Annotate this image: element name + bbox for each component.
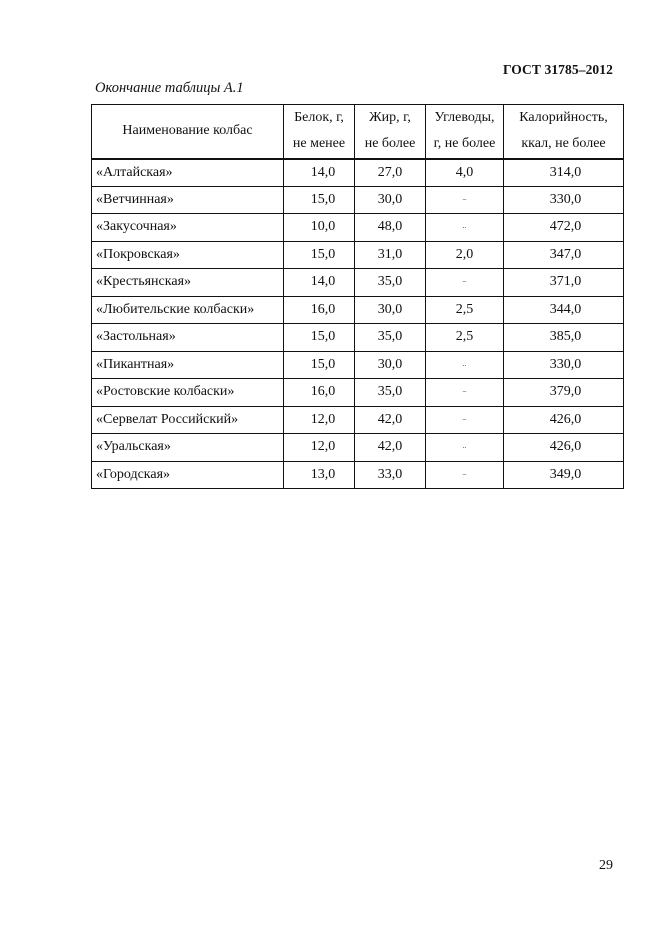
cell-fat: 42,0 (355, 434, 426, 462)
table-row (92, 324, 624, 352)
cell-calories: 426,0 (504, 406, 624, 434)
page-number: 29 (599, 858, 613, 873)
table-header-row (92, 105, 624, 159)
cell-name: «Алтайская» (92, 159, 284, 187)
table-row (92, 351, 624, 379)
cell-protein: 15,0 (284, 351, 355, 379)
cell-name: «Покровская» (92, 241, 284, 269)
cell-name: «Ветчинная» (92, 186, 284, 214)
sausage-nutrition-table (91, 104, 624, 489)
cell-name: «Крестьянская» (92, 269, 284, 297)
cell-fat: 35,0 (355, 269, 426, 297)
cell-fat: 42,0 (355, 406, 426, 434)
table-row (92, 379, 624, 407)
cell-carbs: .. (426, 214, 504, 242)
cell-carbs: 2,5 (426, 296, 504, 324)
header-protein-line2: не менее (292, 136, 346, 152)
cell-calories: 385,0 (504, 324, 624, 352)
cell-fat: 35,0 (355, 324, 426, 352)
cell-name: «Пикантная» (92, 351, 284, 379)
cell-fat: 30,0 (355, 186, 426, 214)
cell-name: «Любительские колбаски» (92, 296, 284, 324)
cell-fat: 35,0 (355, 379, 426, 407)
table-row (92, 434, 624, 462)
cell-name: «Городская» (92, 461, 284, 489)
header-carbs-line2: г, не более (433, 136, 496, 152)
cell-carbs: – (426, 269, 504, 297)
cell-calories: 330,0 (504, 351, 624, 379)
cell-calories: 330,0 (504, 186, 624, 214)
table-body (92, 159, 624, 489)
cell-carbs: 4,0 (426, 159, 504, 187)
table-row (92, 159, 624, 187)
document-code: ГОСТ 31785–2012 (502, 62, 613, 77)
table-row (92, 406, 624, 434)
cell-carbs: – (426, 379, 504, 407)
table-row (92, 186, 624, 214)
cell-fat: 48,0 (355, 214, 426, 242)
cell-calories: 379,0 (504, 379, 624, 407)
cell-carbs: – (426, 186, 504, 214)
cell-protein: 13,0 (284, 461, 355, 489)
cell-name: «Сервелат Российский» (92, 406, 284, 434)
header-name: Наименование колбас (92, 105, 284, 159)
cell-protein: 16,0 (284, 296, 355, 324)
cell-protein: 14,0 (284, 269, 355, 297)
cell-name: «Ростовские колбаски» (92, 379, 284, 407)
table-row (92, 296, 624, 324)
cell-protein: 15,0 (284, 324, 355, 352)
cell-fat: 33,0 (355, 461, 426, 489)
table-row (92, 241, 624, 269)
header-calories-line1: Калорийность, (519, 110, 608, 126)
table-row (92, 269, 624, 297)
cell-name: «Закусочная» (92, 214, 284, 242)
cell-protein: 15,0 (284, 186, 355, 214)
cell-protein: 15,0 (284, 241, 355, 269)
cell-protein: 14,0 (284, 159, 355, 187)
cell-calories: 371,0 (504, 269, 624, 297)
cell-calories: 344,0 (504, 296, 624, 324)
header-calories-line2: ккал, не более (521, 136, 606, 152)
cell-calories: 349,0 (504, 461, 624, 489)
cell-protein: 16,0 (284, 379, 355, 407)
cell-carbs: 2,0 (426, 241, 504, 269)
cell-carbs: – (426, 461, 504, 489)
header-carbs (426, 105, 504, 159)
cell-carbs: – (426, 406, 504, 434)
cell-calories: 472,0 (504, 214, 624, 242)
header-fat-line2: не более (364, 136, 416, 152)
cell-fat: 30,0 (355, 351, 426, 379)
cell-name: «Уральская» (92, 434, 284, 462)
cell-protein: 10,0 (284, 214, 355, 242)
header-protein (284, 105, 355, 159)
cell-calories: 426,0 (504, 434, 624, 462)
cell-fat: 27,0 (355, 159, 426, 187)
cell-calories: 347,0 (504, 241, 624, 269)
cell-name: «Застольная» (92, 324, 284, 352)
cell-calories: 314,0 (504, 159, 624, 187)
header-protein-line1: Белок, г, (294, 110, 344, 126)
cell-carbs: 2,5 (426, 324, 504, 352)
cell-fat: 31,0 (355, 241, 426, 269)
cell-protein: 12,0 (284, 434, 355, 462)
table-caption: Окончание таблицы А.1 (95, 80, 244, 96)
header-carbs-line1: Углеводы, (434, 110, 495, 126)
cell-protein: 12,0 (284, 406, 355, 434)
header-fat-line1: Жир, г, (369, 110, 411, 126)
table-row (92, 461, 624, 489)
cell-carbs: .. (426, 434, 504, 462)
table-row (92, 214, 624, 242)
header-fat (355, 105, 426, 159)
cell-carbs: .. (426, 351, 504, 379)
header-calories (504, 105, 624, 159)
cell-fat: 30,0 (355, 296, 426, 324)
